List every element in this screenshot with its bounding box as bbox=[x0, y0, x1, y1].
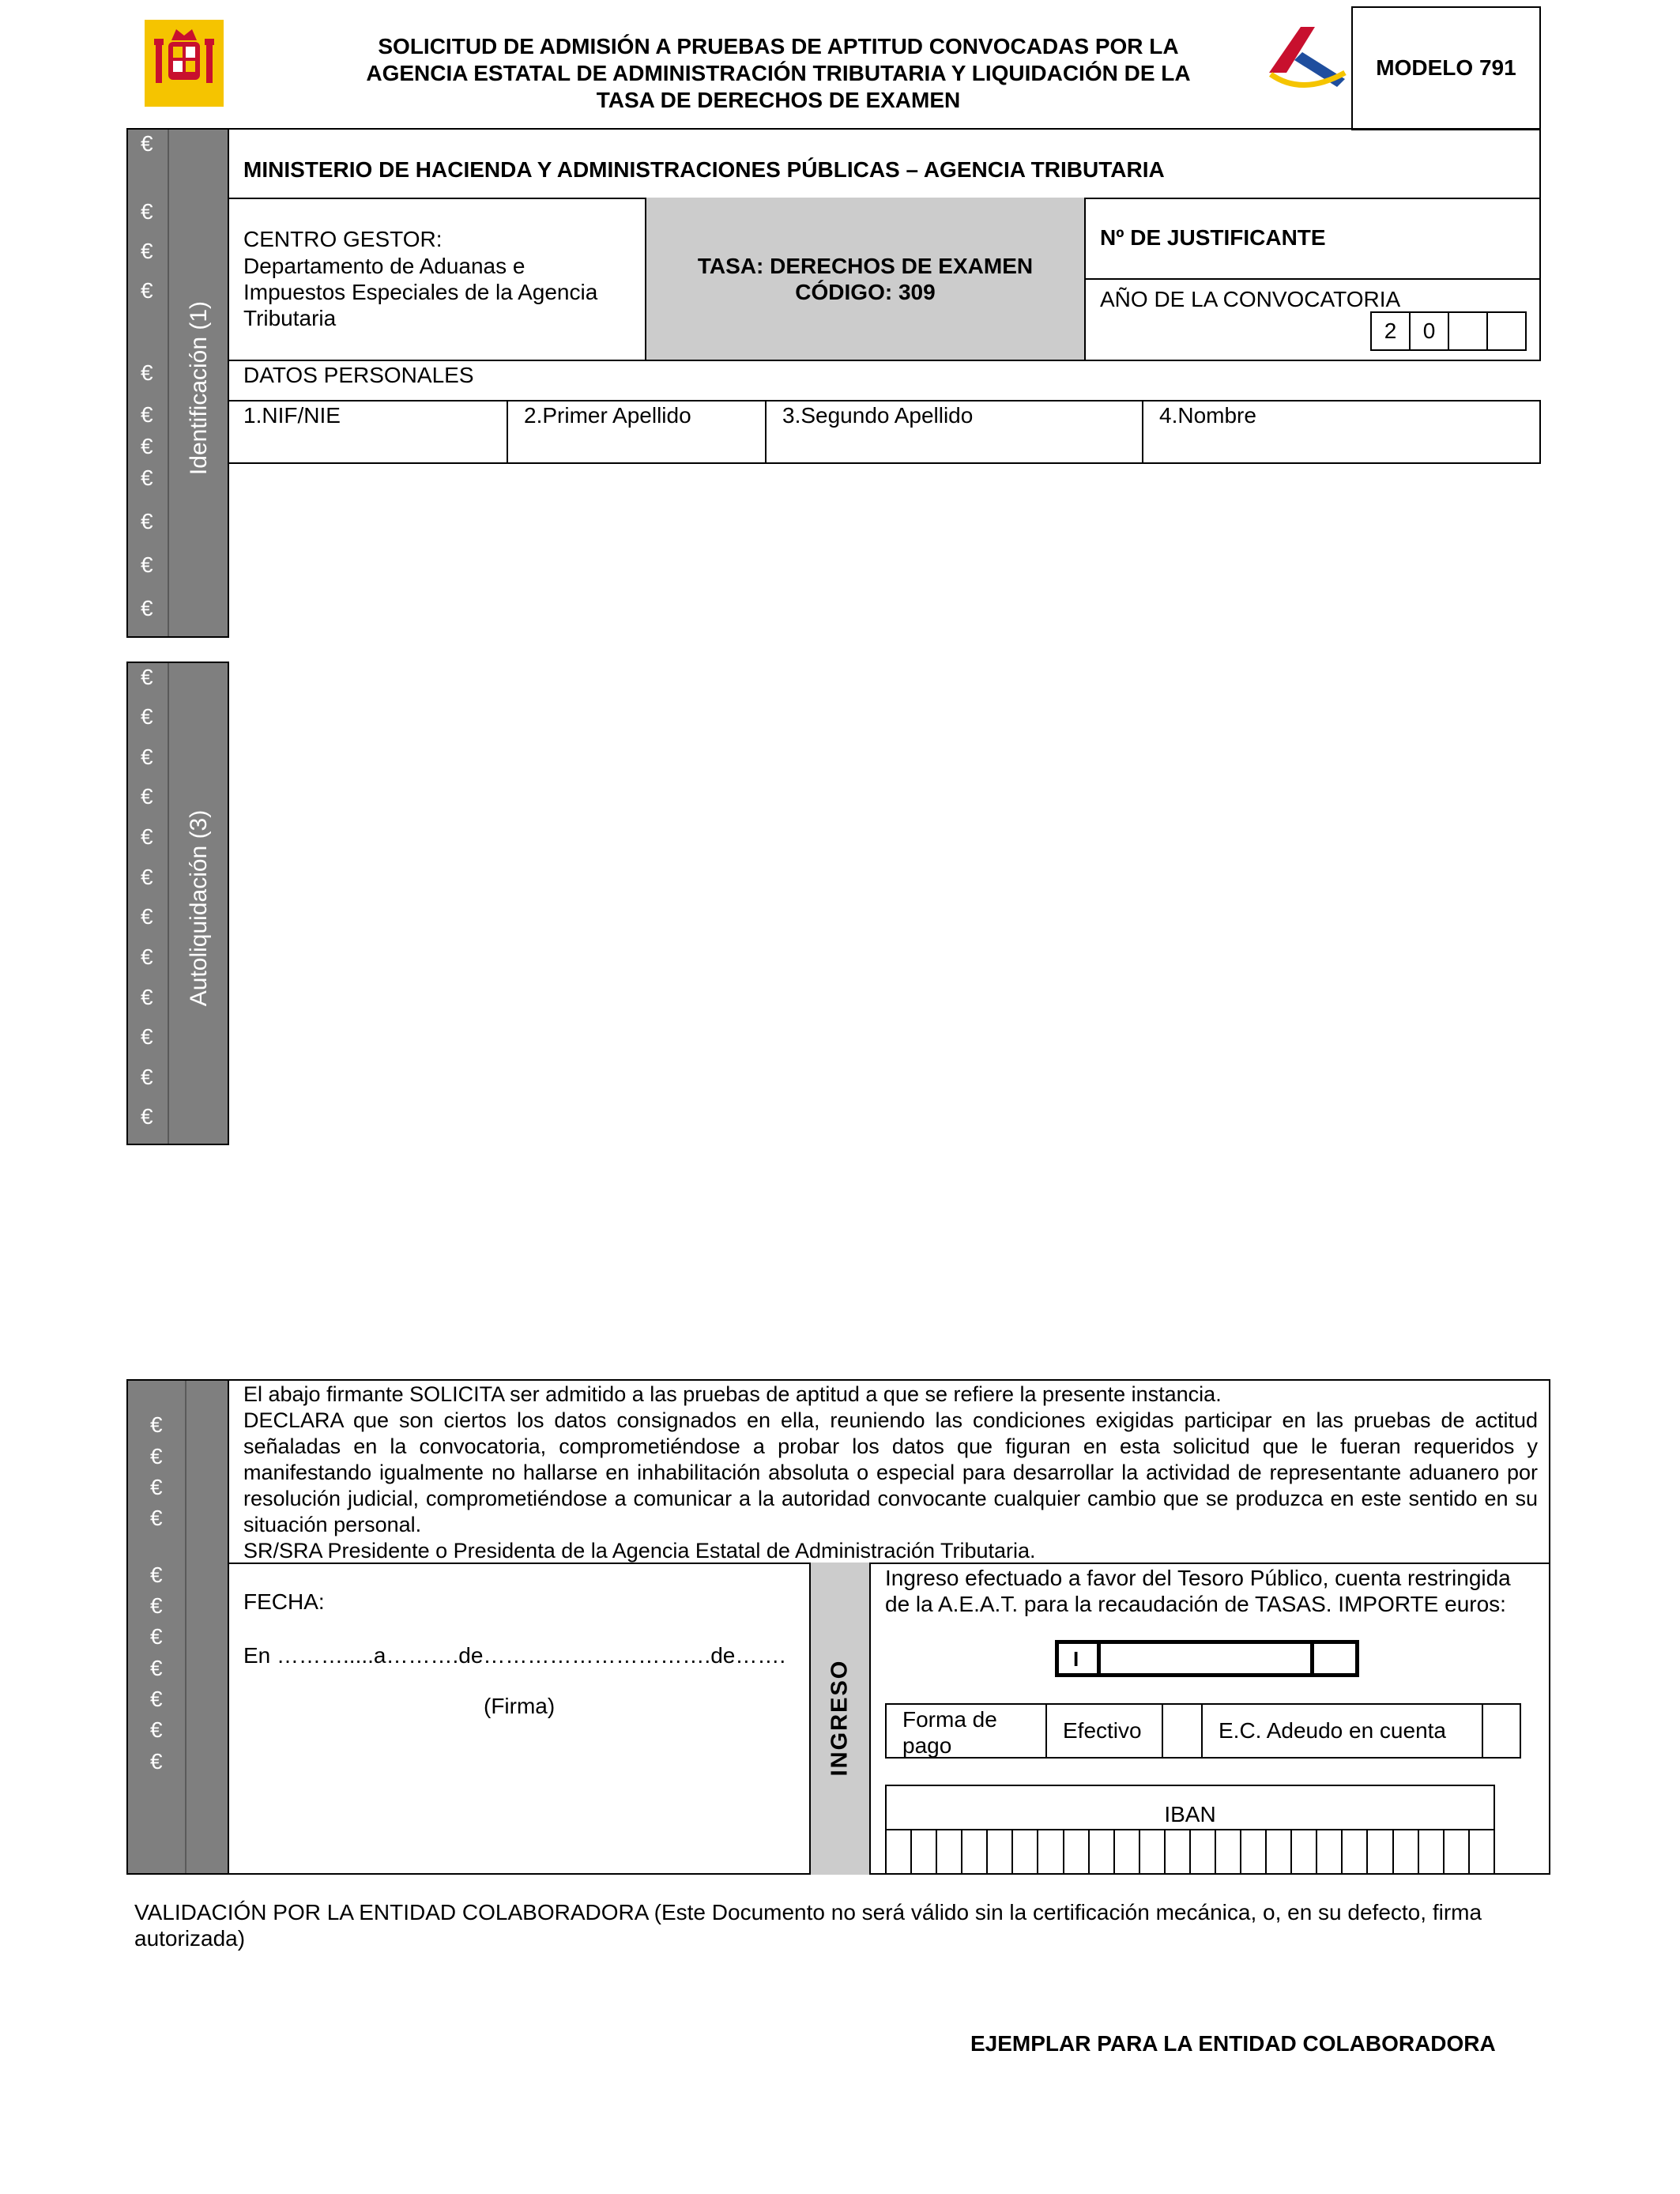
datos-personales-label: DATOS PERSONALES bbox=[243, 363, 474, 387]
declara-text: DECLARA que son ciertos los datos consignados en ella, reuniendo las condiciones exigidas participar en las pruebas de actitud señaladas en la convocatoria, comprometiéndose a probar los datos que figuran en esta solicitud que le fueran requeridos y manifestando igualmente no hallarse en inhabilitación absoluta o especial para desarrollar la actividad de representante aduanero por resolución judicial, comprometiéndose a comunicar a la autoridad convocante cualquier cambio que se produzca en este sentido en su situación personal. bbox=[243, 1408, 1538, 1536]
euro-icon: € bbox=[141, 784, 153, 809]
iban-digit-box[interactable] bbox=[1292, 1830, 1317, 1875]
iban-digit-box[interactable] bbox=[1394, 1830, 1419, 1875]
iban-box bbox=[885, 1785, 1495, 1875]
sidebar-border bbox=[228, 1381, 229, 1873]
euro-icon: € bbox=[150, 1749, 163, 1774]
iban-digit-box[interactable] bbox=[937, 1830, 962, 1875]
iban-digit-box[interactable] bbox=[1216, 1830, 1241, 1875]
declaration-divider bbox=[228, 1563, 1550, 1564]
autoliquidacion-label: Autoliquidación (3) bbox=[186, 809, 212, 1007]
form-title-line: AGENCIA ESTATAL DE ADMINISTRACIÓN TRIBUTARIA Y LIQUIDACIÓN DE LA bbox=[366, 61, 1191, 85]
declaration-sidebar bbox=[128, 1381, 228, 1873]
iban-label: IBAN bbox=[1164, 1802, 1216, 1826]
iban-digit-box[interactable] bbox=[1090, 1830, 1115, 1875]
iban-digit-box[interactable] bbox=[1267, 1830, 1292, 1875]
iban-digit-row[interactable] bbox=[887, 1829, 1494, 1875]
euro-icon: € bbox=[141, 985, 153, 1009]
euro-icon: € bbox=[141, 704, 153, 729]
nombre-field[interactable]: 4.Nombre bbox=[1159, 403, 1256, 428]
euro-icon: € bbox=[150, 1687, 163, 1711]
modelo-box bbox=[1351, 6, 1541, 130]
euro-icon: € bbox=[150, 1593, 163, 1618]
iban-digit-box[interactable] bbox=[988, 1830, 1013, 1875]
segundo-apellido-field[interactable]: 3.Segundo Apellido bbox=[767, 401, 1143, 462]
tasa-cell bbox=[645, 198, 1086, 361]
euro-icon: € bbox=[141, 131, 153, 156]
identificacion-sidebar bbox=[126, 128, 229, 638]
euro-icon: € bbox=[141, 904, 153, 929]
justificante-cell[interactable] bbox=[1084, 198, 1541, 280]
euro-icon: € bbox=[141, 552, 153, 577]
euro-icon: € bbox=[141, 360, 153, 385]
euro-icon: € bbox=[150, 1624, 163, 1649]
ingreso-text bbox=[885, 1565, 1541, 1617]
centro-gestor-line: Tributaria bbox=[243, 306, 337, 330]
ano-convocatoria-cell bbox=[1084, 278, 1541, 361]
ejemplar-label: EJEMPLAR PARA LA ENTIDAD COLABORADORA bbox=[970, 2031, 1496, 2056]
iban-digit-box[interactable] bbox=[1115, 1830, 1140, 1875]
euro-icon: € bbox=[150, 1412, 163, 1437]
euro-icon: € bbox=[141, 509, 153, 533]
form-title-line: SOLICITUD DE ADMISIÓN A PRUEBAS DE APTITUD CONVOCADAS POR LA bbox=[378, 34, 1179, 58]
iban-digit-box[interactable] bbox=[1317, 1830, 1343, 1875]
ano-convocatoria-label: AÑO DE LA CONVOCATORIA bbox=[1100, 287, 1401, 311]
euro-icon: € bbox=[141, 944, 153, 969]
euro-icon: € bbox=[141, 865, 153, 889]
iban-digit-box[interactable] bbox=[1166, 1830, 1191, 1875]
year-digit-box[interactable] bbox=[1449, 313, 1488, 349]
iban-digit-box[interactable] bbox=[887, 1830, 912, 1875]
iban-digit-box[interactable] bbox=[1419, 1830, 1445, 1875]
euro-icon: € bbox=[141, 434, 153, 458]
iban-digit-box[interactable] bbox=[1343, 1830, 1368, 1875]
importe-prefix: I bbox=[1073, 1647, 1079, 1671]
iban-digit-box[interactable] bbox=[1368, 1830, 1393, 1875]
coat-of-arms-logo bbox=[145, 20, 224, 107]
sidebar-divider bbox=[168, 663, 169, 1144]
primer-apellido-field[interactable]: 2.Primer Apellido bbox=[508, 401, 767, 462]
euro-icon: € bbox=[141, 824, 153, 849]
adeudo-checkbox[interactable] bbox=[1483, 1705, 1520, 1757]
euro-icon: € bbox=[150, 1475, 163, 1499]
euro-icon: € bbox=[141, 239, 153, 263]
forma-pago-label: Forma de pago bbox=[887, 1705, 1047, 1757]
sidebar-divider bbox=[168, 130, 169, 636]
tasa-line: TASA: DERECHOS DE EXAMEN bbox=[697, 254, 1034, 278]
euro-icon: € bbox=[150, 1444, 163, 1468]
centro-gestor-line: Impuestos Especiales de la Agencia bbox=[243, 280, 598, 304]
euro-icon: € bbox=[141, 665, 153, 689]
autoliquidacion-sidebar bbox=[126, 662, 229, 1145]
iban-digit-box[interactable] bbox=[962, 1830, 988, 1875]
ingreso-text-line: Ingreso efectuado a favor del Tesoro Público, cuenta restringida bbox=[885, 1566, 1511, 1590]
centro-gestor-value bbox=[243, 253, 638, 331]
validacion-text: VALIDACIÓN POR LA ENTIDAD COLABORADORA (Este Documento no será válido sin la certificación mecánica, o, en su defecto, firma autorizada) bbox=[134, 1900, 1482, 1951]
iban-digit-box[interactable] bbox=[1013, 1830, 1038, 1875]
euro-icon: € bbox=[141, 199, 153, 224]
year-digit-box[interactable] bbox=[1488, 313, 1525, 349]
iban-digit-box[interactable] bbox=[1038, 1830, 1064, 1875]
importe-separator bbox=[1097, 1644, 1101, 1673]
iban-digit-box[interactable] bbox=[1064, 1830, 1090, 1875]
year-digit-box[interactable]: 2 bbox=[1372, 313, 1411, 349]
fecha-label: FECHA: bbox=[243, 1589, 325, 1614]
euro-icon: € bbox=[150, 1563, 163, 1587]
personal-data-fields bbox=[228, 400, 1541, 464]
forma-pago-row bbox=[885, 1703, 1521, 1759]
year-digit-boxes[interactable] bbox=[1370, 311, 1527, 351]
firma-label: (Firma) bbox=[484, 1694, 556, 1718]
centro-gestor-label: CENTRO GESTOR: bbox=[243, 227, 443, 251]
addressee-text: SR/SRA Presidente o Presidenta de la Agencia Estatal de Administración Tributaria. bbox=[243, 1539, 1036, 1563]
ingreso-text-line: de la A.E.A.T. para la recaudación de TASAS. IMPORTE euros: bbox=[885, 1592, 1506, 1616]
tasa-label bbox=[646, 253, 1084, 305]
nif-field[interactable]: 1.NIF/NIE bbox=[228, 401, 508, 462]
year-digit-box[interactable]: 0 bbox=[1411, 313, 1449, 349]
justificante-label: Nº DE JUSTIFICANTE bbox=[1100, 225, 1326, 250]
euro-icon: € bbox=[141, 596, 153, 620]
euro-icon: € bbox=[150, 1717, 163, 1742]
iban-digit-box[interactable] bbox=[1241, 1830, 1267, 1875]
euro-icon: € bbox=[141, 466, 153, 490]
iban-digit-box[interactable] bbox=[912, 1830, 937, 1875]
form-title-line: TASA DE DERECHOS DE EXAMEN bbox=[596, 88, 961, 112]
adeudo-label: E.C. Adeudo en cuenta bbox=[1203, 1705, 1483, 1757]
centro-gestor-line: Departamento de Aduanas e bbox=[243, 254, 525, 278]
centro-gestor-cell bbox=[228, 198, 646, 361]
euro-icon: € bbox=[141, 402, 153, 427]
euro-icon: € bbox=[141, 1024, 153, 1049]
ministry-row bbox=[228, 128, 1541, 199]
iban-digit-box[interactable] bbox=[1140, 1830, 1166, 1875]
importe-input[interactable] bbox=[1055, 1640, 1359, 1677]
euro-icon: € bbox=[141, 745, 153, 769]
euro-icon: € bbox=[141, 1065, 153, 1089]
euro-icon: € bbox=[150, 1506, 163, 1530]
tasa-code: CÓDIGO: 309 bbox=[795, 280, 936, 304]
ingreso-label: INGRESO bbox=[827, 1659, 853, 1777]
sidebar-divider bbox=[185, 1381, 186, 1873]
euro-icon: € bbox=[141, 1104, 153, 1129]
ingreso-sidebar bbox=[809, 1563, 871, 1875]
form-title bbox=[312, 33, 1245, 114]
fecha-line[interactable]: En ……….....a……….de………………………….de……. bbox=[243, 1643, 786, 1668]
iban-digit-box[interactable] bbox=[1445, 1830, 1470, 1875]
euro-icon: € bbox=[141, 278, 153, 303]
modelo-label: MODELO 791 bbox=[1376, 55, 1516, 80]
solicita-text: El abajo firmante SOLICITA ser admitido a las pruebas de aptitud a que se refiere la presente instancia. bbox=[243, 1382, 1222, 1406]
identificacion-label: Identificación (1) bbox=[186, 300, 212, 476]
euro-icon: € bbox=[150, 1656, 163, 1680]
iban-digit-box[interactable] bbox=[1191, 1830, 1216, 1875]
agencia-tributaria-logo bbox=[1263, 17, 1351, 92]
efectivo-label: Efectivo bbox=[1047, 1705, 1163, 1757]
importe-separator bbox=[1310, 1644, 1314, 1673]
iban-digit-box[interactable] bbox=[1470, 1830, 1494, 1875]
efectivo-checkbox[interactable] bbox=[1163, 1705, 1203, 1757]
ministry-label: MINISTERIO DE HACIENDA Y ADMINISTRACIONES PÚBLICAS – AGENCIA TRIBUTARIA bbox=[243, 157, 1165, 182]
